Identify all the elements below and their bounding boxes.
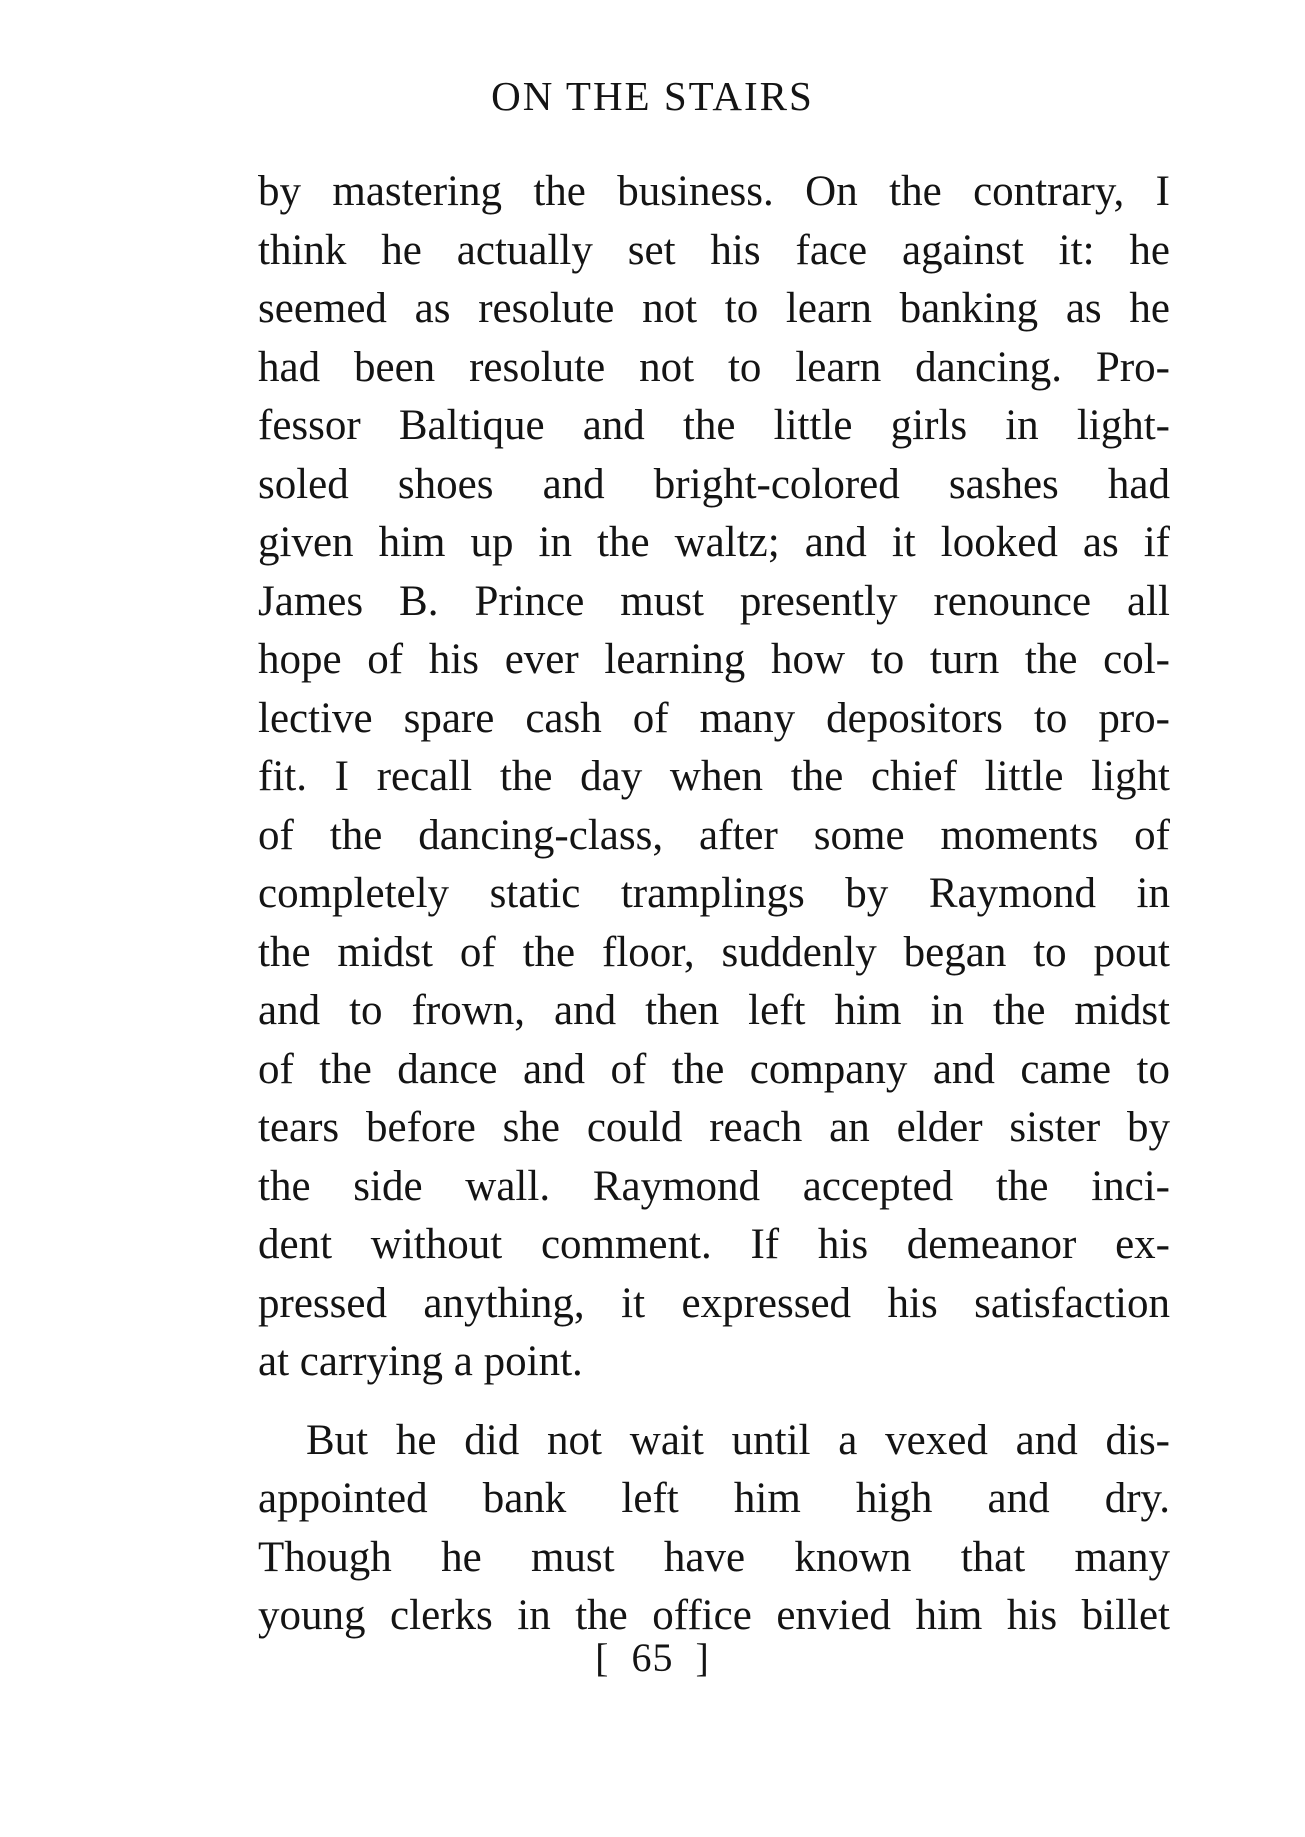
text-line: had been resolute not to learn dancing. Pro- [258, 343, 1170, 391]
page-number-bracket-open: [ [595, 1635, 610, 1680]
running-head: ON THE STAIRS [491, 73, 814, 119]
text-line: the midst of the floor, suddenly began to pout [258, 928, 1170, 976]
text-line: young clerks in the office envied him his billet [258, 1592, 1170, 1639]
page-number-bracket-close: ] [695, 1635, 710, 1680]
text-line: But he did not wait until a vexed and dis- [306, 1416, 1170, 1464]
text-line: at carrying a point. [258, 1338, 583, 1385]
text-line: soled shoes and bright-colored sashes had [258, 460, 1170, 508]
body-text [258, 163, 1170, 1646]
text-line: by mastering the business. On the contrary, I [258, 168, 1170, 215]
text-line: hope of his ever learning how to turn the col- [258, 636, 1170, 683]
text-line: fessor Baltique and the little girls in light- [258, 402, 1170, 449]
text-line: Though he must have known that many [258, 1533, 1170, 1581]
text-line: think he actually set his face against it: he [258, 226, 1170, 274]
text-line: the side wall. Raymond accepted the inci- [258, 1162, 1170, 1210]
text-line: pressed anything, it expressed his satisfaction [258, 1279, 1170, 1327]
text-line: tears before she could reach an elder sister by [258, 1104, 1170, 1151]
paragraph [258, 163, 1170, 1392]
text-line: completely static tramplings by Raymond in [258, 870, 1170, 917]
text-line: given him up in the waltz; and it looked as if [258, 519, 1170, 566]
page-number [0, 1632, 1305, 1684]
text-line: seemed as resolute not to learn banking as he [258, 285, 1170, 332]
text-line: James B. Prince must presently renounce all [258, 577, 1170, 625]
paragraph [258, 1412, 1170, 1646]
text-line: of the dancing-class, after some moments of [258, 811, 1170, 859]
text-line: of the dance and of the company and came to [258, 1045, 1170, 1093]
paragraph-spacing [258, 1392, 1170, 1412]
text-line: lective spare cash of many depositors to pro- [258, 694, 1170, 742]
text-line: fit. I recall the day when the chief little light [258, 753, 1170, 800]
text-line: dent without comment. If his demeanor ex- [258, 1221, 1170, 1268]
page-number-value: 65 [631, 1635, 674, 1680]
text-line: and to frown, and then left him in the midst [258, 987, 1170, 1034]
text-line: appointed bank left him high and dry. [258, 1475, 1170, 1522]
